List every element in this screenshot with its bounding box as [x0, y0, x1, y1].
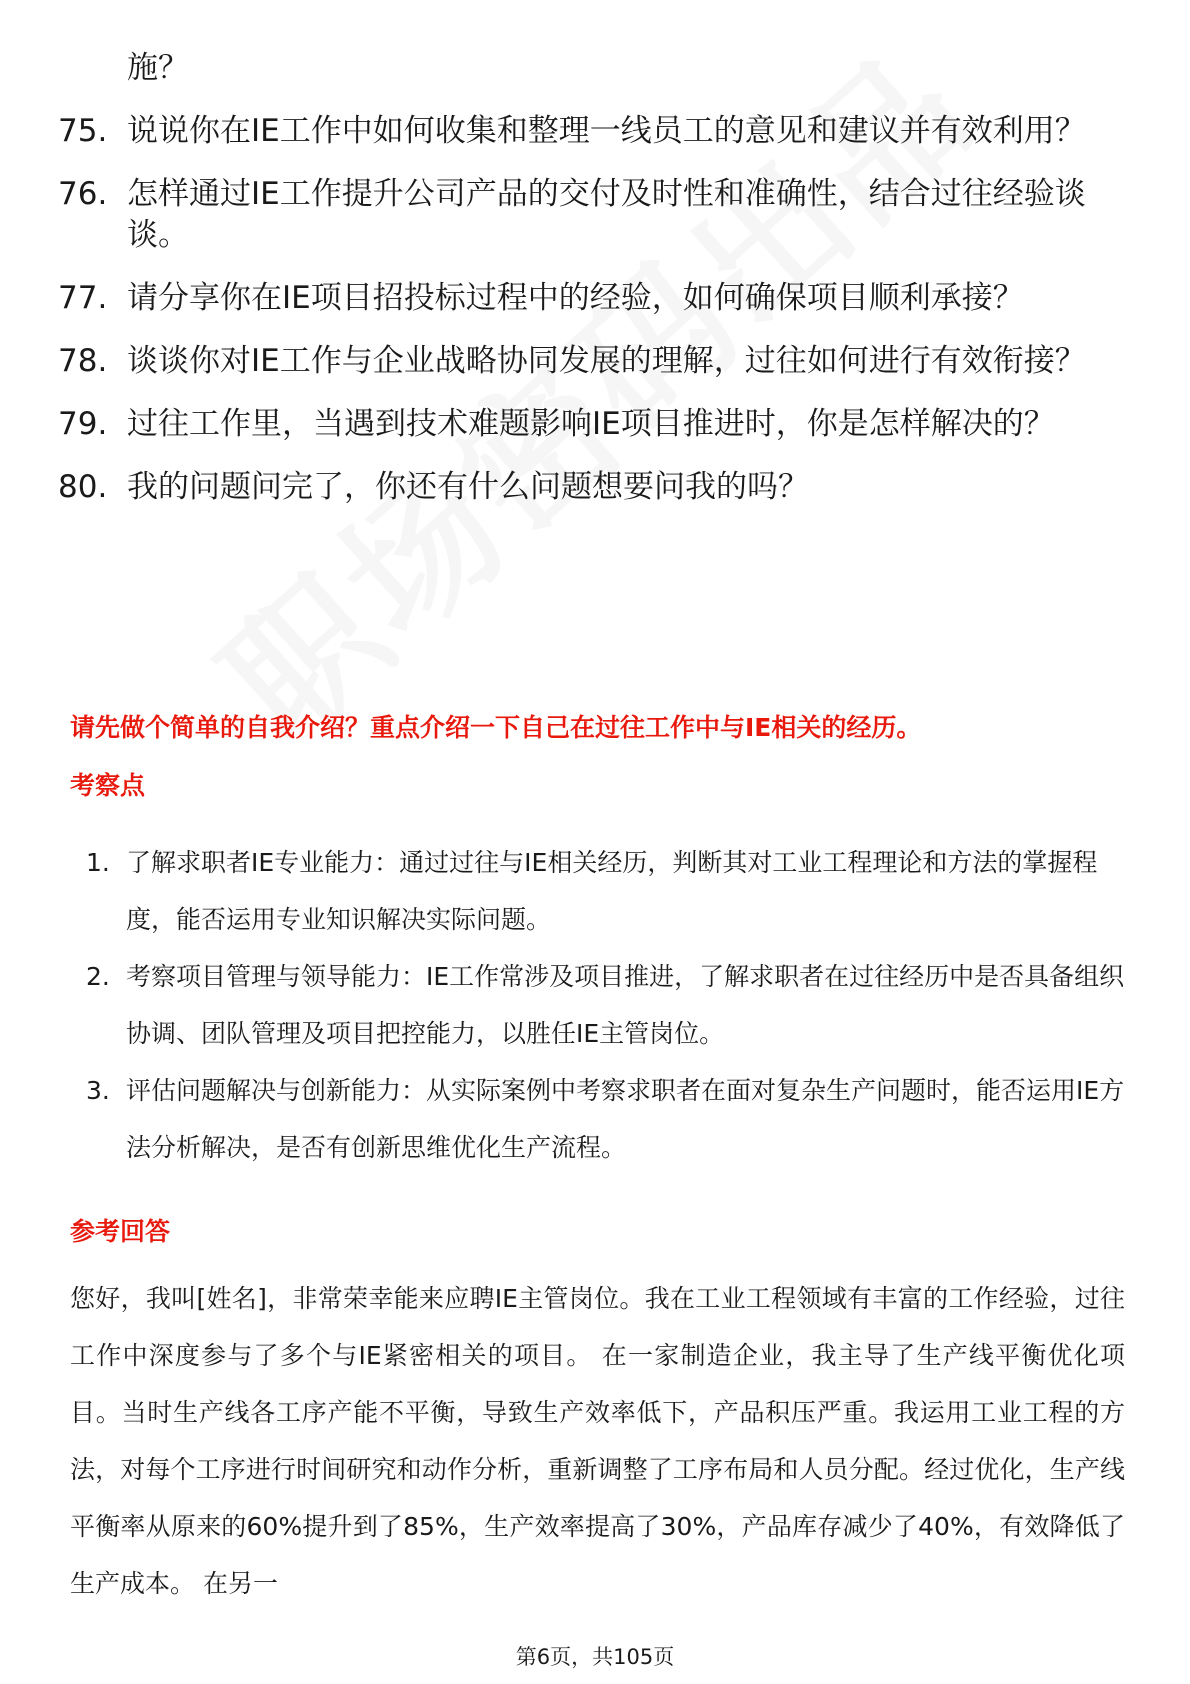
focus-point-text: 了解求职者IE专业能力：通过过往与IE相关经历，判断其对工业工程理论和方法的掌握程度，能否运用专业知识解决实际问题。 [126, 848, 1098, 934]
question-item [58, 341, 1118, 382]
page-footer: 第6页，共105页 [515, 1645, 675, 1669]
focus-point [86, 1062, 1126, 1176]
question-item [58, 467, 1118, 508]
focus-point [86, 834, 1126, 948]
focus-point-list [86, 834, 1126, 1176]
focus-point-number: 2. [86, 962, 110, 991]
focus-point [86, 948, 1126, 1062]
question-number: 75. [58, 113, 108, 149]
section-question-heading: 请先做个简单的自我介绍？重点介绍一下自己在过往工作中与IE相关的经历。 [70, 713, 922, 742]
answer-label: 参考回答 [70, 1217, 171, 1246]
question-list [58, 48, 1118, 530]
question-item [58, 48, 1118, 89]
focus-point-text: 评估问题解决与创新能力：从实际案例中考察求职者在面对复杂生产问题时，能否运用IE方法分析解决，是否有创新思维优化生产流程。 [126, 1076, 1125, 1162]
question-item [58, 111, 1118, 152]
question-number: 79. [58, 406, 108, 442]
focus-label: 考察点 [70, 771, 146, 800]
question-text: 施？ [127, 50, 189, 86]
focus-point-number: 3. [86, 1076, 110, 1105]
question-text: 说说你在IE工作中如何收集和整理一线员工的意见和建议并有效利用？ [127, 113, 1086, 149]
question-text: 请分享你在IE项目招投标过程中的经验，如何确保项目顺利承接？ [127, 280, 1024, 316]
answer-text: 您好，我叫[姓名]，非常荣幸能来应聘IE主管岗位。我在工业工程领域有丰富的工作经验，过往工作中深度参与了多个与IE紧密相关的项目。 在一家制造企业，我主导了生产线平衡优化项目。当时生产线各工序产能不平衡，导致生产效率低下，产品积压严重。我运用工业工程的方法，对每个工序进行时间研究和动作分析，重新调整了工序布局和人员分配。经过优化，生产线平衡率从原来的60%提升到了85%，生产效率提高了30%，产品库存减少了40%，有效降低了生产成本。 在另一 [70, 1284, 1125, 1598]
question-number: 80. [58, 469, 108, 505]
question-number: 76. [58, 176, 108, 212]
question-text: 过往工作里，当遇到技术难题影响IE项目推进时，你是怎样解决的？ [127, 406, 1055, 442]
question-number: 77. [58, 280, 108, 316]
question-text: 谈谈你对IE工作与企业战略协同发展的理解，过往如何进行有效衔接？ [127, 343, 1086, 379]
focus-point-number: 1. [86, 848, 110, 877]
question-number: 78. [58, 343, 108, 379]
question-text: 我的问题问完了，你还有什么问题想要问我的吗？ [127, 469, 809, 505]
question-item [58, 278, 1118, 319]
question-text: 怎样通过IE工作提升公司产品的交付及时性和准确性，结合过往经验谈谈。 [127, 176, 1086, 253]
focus-point-text: 考察项目管理与领导能力：IE工作常涉及项目推进，了解求职者在过往经历中是否具备组织协调、团队管理及项目把控能力，以胜任IE主管岗位。 [126, 962, 1125, 1048]
question-item [58, 174, 1118, 256]
question-item [58, 404, 1118, 445]
